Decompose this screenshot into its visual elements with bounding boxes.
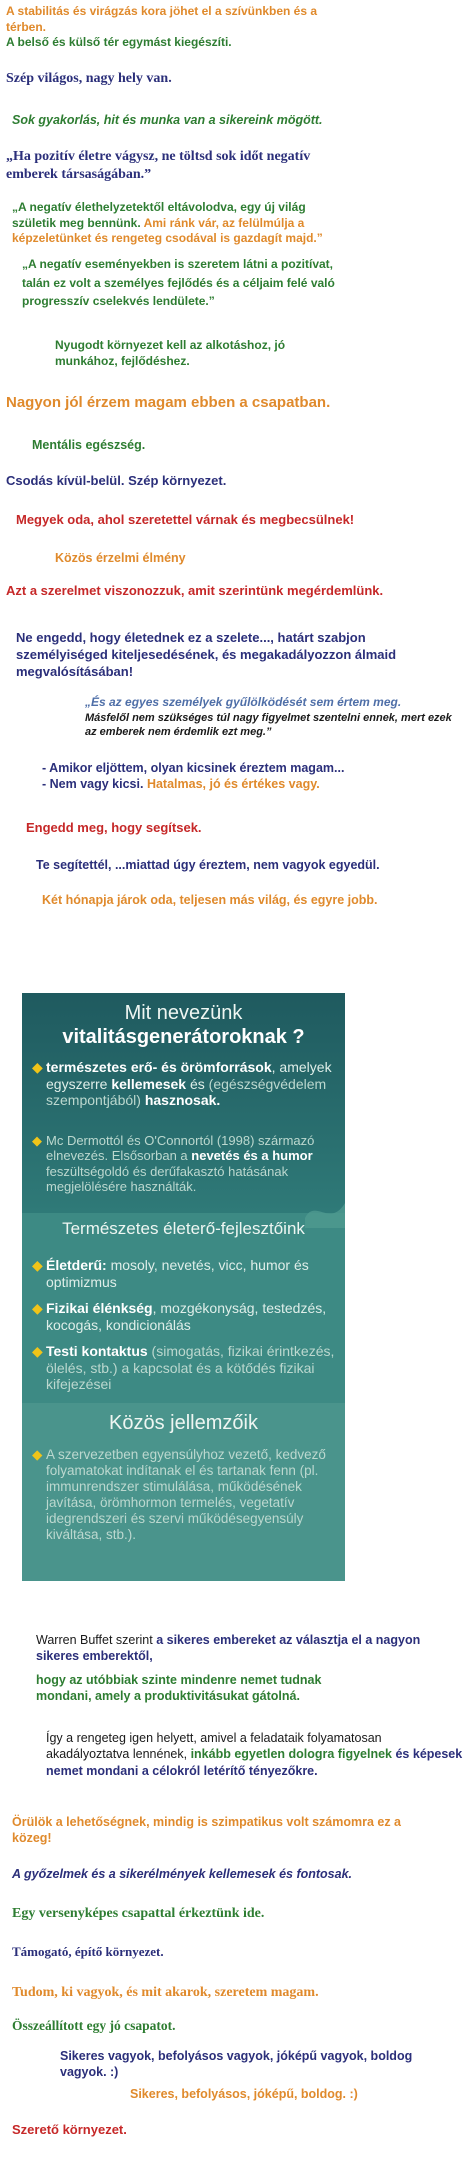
text-warren-buffet-b: a sikeres embereket az választja el a nagyon sikeres emberektől,	[36, 1633, 421, 1664]
text-instead-b: inkább egyetlen dologra figyelnek	[190, 1747, 392, 1762]
quote-hatred-a: „És az egyes személyek gyűlölködését sem értem meg.	[85, 695, 402, 709]
text-successful: Sikeres vagyok, befolyásos vagyok, jóképű vagyok, boldog vagyok. :)	[60, 2049, 413, 2080]
text-instead-c: és képesek nemet mondani a célokról letérítő tényezőkre.	[46, 1747, 463, 1778]
slide-section-natural	[22, 1213, 345, 1403]
quote-new-world	[12, 200, 352, 247]
text-competitive-team: Egy versenyképes csapattal érkeztünk ide.	[12, 1906, 265, 1921]
slide-section-common	[22, 1403, 345, 1581]
slide-title-common: Közös jellemzőik	[109, 1412, 258, 1434]
dialog-line-2a: - Nem vagy kicsi.	[42, 777, 144, 792]
text-wonderful: Csodás kívül-belül. Szép környezet.	[6, 473, 227, 488]
text-instead-of-yes	[46, 1730, 466, 1779]
text-glad-opportunity: Örülök a lehetőségnek, mindig is szimpatikus volt számomra ez a közeg!	[12, 1815, 402, 1846]
dialog-small	[42, 760, 462, 793]
quote-positive-life: „Ha pozitív életre vágysz, ne töltsd sok időt negatív emberek társaságában.”	[6, 149, 311, 183]
dialog-line-1: - Amikor eljöttem, olyan kicsinek éreztem magam...	[42, 761, 345, 775]
text-you-helped: Te segítettél, ...miattad úgy éreztem, nem vagyok egyedül.	[36, 858, 380, 872]
text-love-return: Azt a szerelmet viszonozzuk, amit szerintünk megérdemlünk.	[6, 583, 384, 598]
text-let-me-help: Engedd meg, hogy segítsek.	[26, 820, 202, 835]
text-warren-buffet-a: Warren Buffet szerint	[36, 1633, 153, 1647]
bullet-diamond-icon: ◆	[32, 1447, 43, 1462]
text-warren-buffet	[36, 1632, 456, 1665]
dialog-line-2b: Hatalmas, jó és értékes vagy.	[146, 777, 320, 792]
text-supportive-env: Támogató, építő környezet.	[12, 1944, 164, 1959]
bullet-diamond-icon: ◆	[32, 1343, 43, 1359]
quote-new-world-a: „A negatív élethelyzetektől eltávolodva, egy új világ születik meg bennünk.	[12, 200, 306, 230]
text-loving-env: Szerető környezet.	[12, 2122, 127, 2137]
slide-bullet-c1: ◆ Életderű: mosoly, nevetés, vicc, humor és optimizmus	[32, 1257, 309, 1290]
text-victories: A győzelmek és a sikerélmények kellemesek és fontosak.	[12, 1867, 353, 1881]
bullet-diamond-icon: ◆	[32, 1257, 43, 1273]
text-feel-good-team: Nagyon jól érzem magam ebben a csapatban.	[6, 394, 331, 411]
text-inner-outer: A belső és külső tér egymást kiegészíti.	[6, 35, 232, 49]
bullet-diamond-icon: ◆	[32, 1133, 42, 1148]
slide-bullet-c3: ◆ Testi kontaktus (simogatás, fizikai érintkezés, ölelés, stb.) a kapcsolat és a kötődés fizikai kifejezései	[32, 1343, 335, 1393]
slide-bullet-1: ◆ természetes erő- és örömforrások, amelyek egyszerre kellemesek és (egészségvédelem szempontjából) hasznosak.	[32, 1059, 332, 1109]
text-say-no: hogy az utóbbiak szinte mindenre nemet tudnak mondani, amely a produktivitásukat gátolná.	[36, 1673, 322, 1704]
quote-new-world-b: Ami ránk vár, az felülmúlja a képzeletünket és rengeteg csodával is gazdagít majd.”	[12, 215, 323, 246]
text-shared-emotion: Közös érzelmi élmény	[55, 551, 186, 565]
bullet-diamond-icon: ◆	[32, 1300, 43, 1316]
slide-bullet-2: ◆ Mc Dermottól és O'Connortól (1998) származó elnevezés. Elsősorban a nevetés és a humor feszültségoldó és derűfakasztó hatásának megjelölésére használták.	[32, 1133, 315, 1194]
text-bright-space: Szép világos, nagy hely van.	[6, 71, 172, 86]
text-practice: Sok gyakorlás, hit és munka van a sikereink mögött.	[12, 113, 323, 127]
quote-hatred	[85, 695, 460, 739]
text-mental-health: Mentális egészség.	[32, 438, 146, 452]
text-successful-short: Sikeres, befolyásos, jóképű, boldog. :)	[130, 2087, 358, 2101]
vitality-slide	[22, 993, 345, 1581]
text-instead-a: Így a rengeteg igen helyett, amivel a feladataik folyamatosan akadályoztatva lennének,	[46, 1731, 382, 1762]
quote-hatred-b: Másfelől nem szükséges túl nagy figyelmet szentelni ennek, mert ezek az emberek nem érdemlik ezt meg.”	[85, 711, 452, 738]
text-go-where-loved: Megyek oda, ahol szeretettel várnak és megbecsülnek!	[16, 512, 355, 527]
bullet-diamond-icon: ◆	[32, 1059, 43, 1075]
text-stability: A stabilitás és virágzás kora jöhet el a szívünkben és a térben.	[6, 4, 318, 34]
text-good-team: Összeállított egy jó csapatot.	[12, 2018, 176, 2033]
quote-negative-events: „A negatív eseményekben is szeretem látni a pozitívat, talán ez volt a személyes fejlődés és a céljaim felé való progresszív cselekvés lendülete.”	[22, 257, 335, 309]
slide-wave-decoration-icon	[305, 1188, 345, 1228]
text-two-months: Két hónapja járok oda, teljesen más világ, és egyre jobb.	[42, 893, 378, 907]
slide-section-what	[22, 993, 345, 1213]
text-dont-let: Ne engedd, hogy életednek ez a szelete..., határt szabjon személyiséged kiteljesedésének, és megakadályozzon álmaid megvalósításában!	[16, 630, 397, 679]
slide-title-what: Mit nevezünk vitalitásgenerátoroknak ?	[62, 1002, 305, 1048]
slide-bullet-c2: ◆ Fizikai élénkség, mozgékonyság, testedzés, kocogás, kondicionálás	[32, 1300, 327, 1333]
slide-bullet-d1: ◆ A szervezetben egyensúlyhoz vezető, kedvező folyamatokat indítanak el és tartanak fenn (pl. immunrendszer stimulálása, működésének javítása, örömhormon termelés, vegetatív idegrendszeri és szervi működésegyensúly kiváltása, stb.).	[32, 1447, 326, 1542]
text-know-who-i-am: Tudom, ki vagyok, és mit akarok, szeretem magam.	[12, 1985, 319, 2000]
slide-title-natural: Természetes életerő-fejlesztőink	[62, 1219, 305, 1238]
text-calm-env: Nyugodt környezet kell az alkotáshoz, jó munkához, fejlődéshez.	[55, 338, 286, 368]
